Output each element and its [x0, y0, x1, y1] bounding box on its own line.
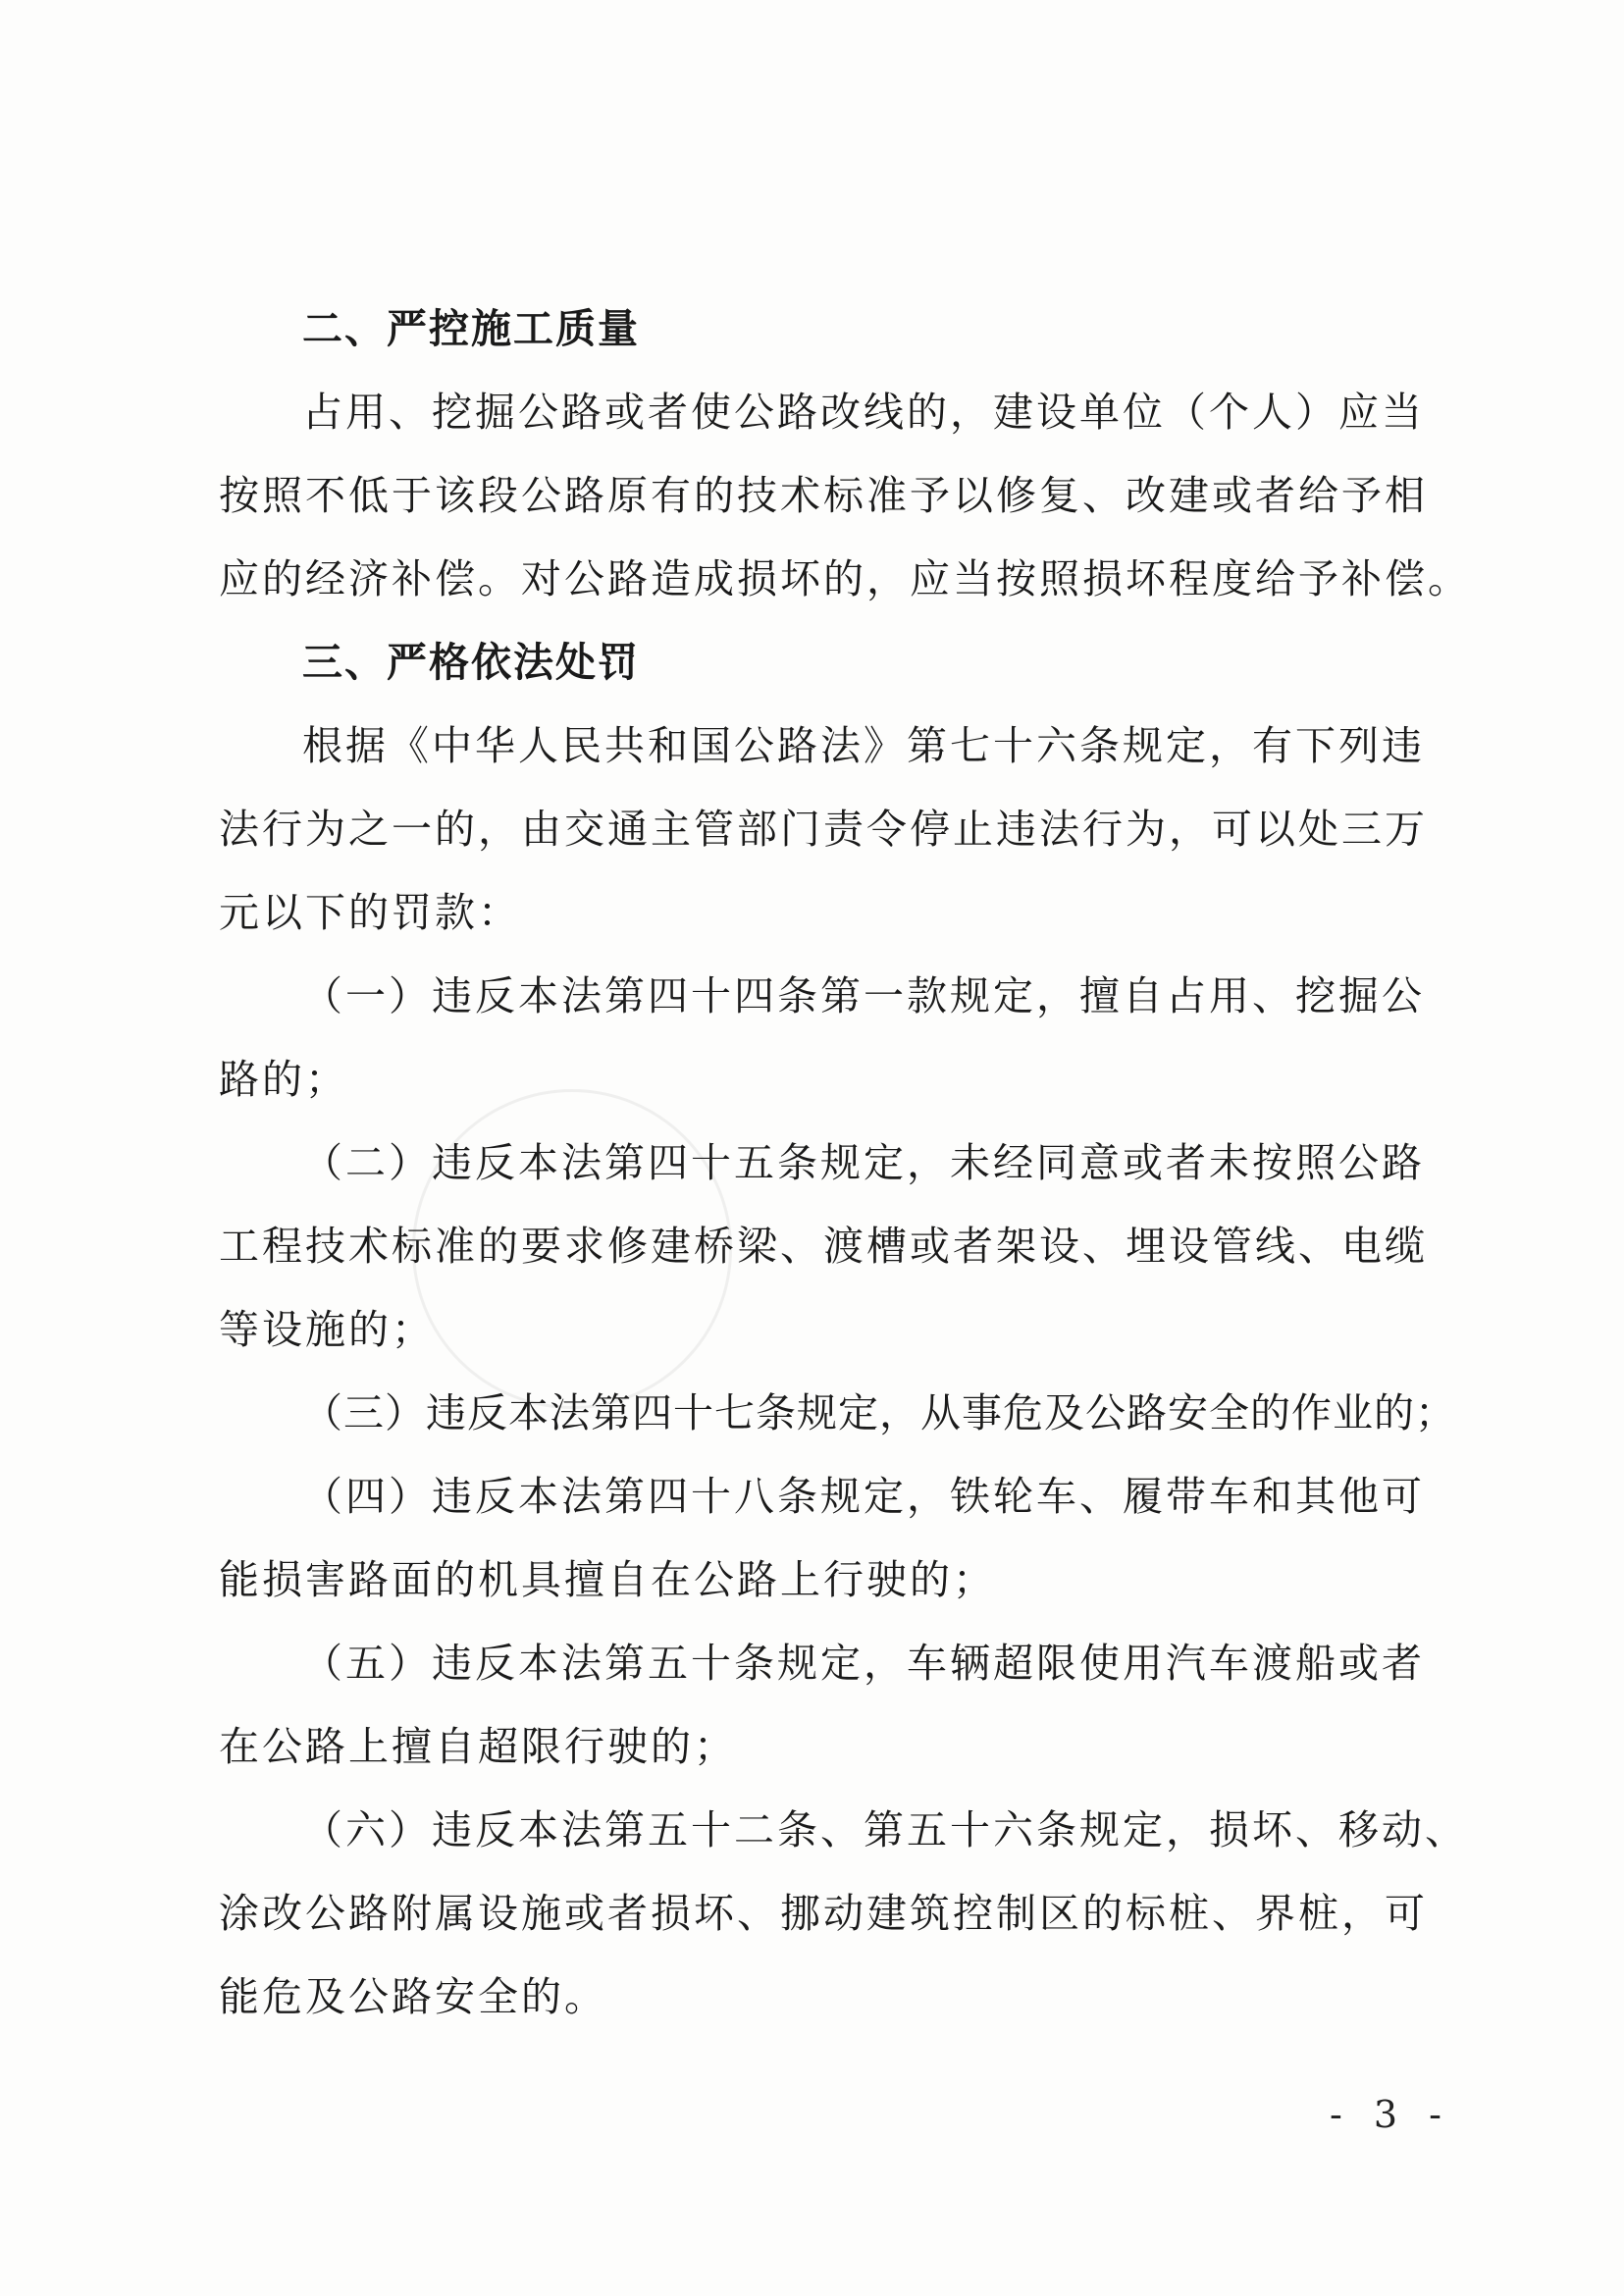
- paragraph-line: [0, 795, 1624, 863]
- list-item-6-continued: [0, 1879, 1624, 1948]
- paragraph-line: [0, 878, 1624, 947]
- list-item-3: [0, 1379, 1624, 1447]
- line-text: 法行为之一的，由交通主管部门责令停止违法行为，可以处三万: [219, 806, 1428, 853]
- line-text: 等设施的；: [219, 1306, 435, 1353]
- line-text: 路的；: [219, 1056, 348, 1103]
- line-text: （四）违反本法第四十八条规定，铁轮车、履带车和其他可: [302, 1473, 1425, 1520]
- page-number: - 3 -: [1330, 2093, 1452, 2136]
- paragraph-line: [0, 711, 1624, 780]
- heading-text: 三、严格依法处罚: [302, 639, 640, 686]
- line-text: 元以下的罚款：: [219, 889, 521, 936]
- line-text: （三）违反本法第四十七条规定，从事危及公路安全的作业的；: [302, 1389, 1456, 1436]
- list-item-6-continued: [0, 1962, 1624, 2031]
- list-item-5: [0, 1629, 1624, 1697]
- paragraph-line: [0, 378, 1624, 446]
- list-item-4-continued: [0, 1545, 1624, 1614]
- paragraph-line: [0, 545, 1624, 613]
- line-text: 占用、挖掘公路或者使公路改线的，建设单位（个人）应当: [302, 389, 1425, 436]
- paragraph-line: [0, 461, 1624, 530]
- line-text: 工程技术标准的要求修建桥梁、渡槽或者架设、埋设管线、电缆: [219, 1223, 1428, 1270]
- line-text: 按照不低于该段公路原有的技术标准予以修复、改建或者给予相: [219, 472, 1428, 519]
- line-text: 能危及公路安全的。: [219, 1973, 607, 2020]
- list-item-1-continued: [0, 1045, 1624, 1114]
- list-item-2: [0, 1128, 1624, 1197]
- list-item-1: [0, 962, 1624, 1030]
- list-item-2-continued: [0, 1295, 1624, 1364]
- heading-text: 二、严控施工质量: [302, 305, 640, 352]
- section-heading-3: [0, 628, 1624, 697]
- line-text: 涂改公路附属设施或者损坏、挪动建筑控制区的标桩、界桩，可: [219, 1890, 1428, 1937]
- list-item-2-continued: [0, 1212, 1624, 1280]
- list-item-6: [0, 1796, 1624, 1864]
- line-text: （六）违反本法第五十二条、第五十六条规定，损坏、移动、: [302, 1806, 1468, 1853]
- line-text: （一）违反本法第四十四条第一款规定，擅自占用、挖掘公: [302, 972, 1425, 1019]
- line-text: （二）违反本法第四十五条规定，未经同意或者未按照公路: [302, 1139, 1425, 1186]
- line-text: 在公路上擅自超限行驶的；: [219, 1723, 737, 1770]
- list-item-4: [0, 1462, 1624, 1531]
- line-text: （五）违反本法第五十条规定，车辆超限使用汽车渡船或者: [302, 1640, 1425, 1687]
- list-item-5-continued: [0, 1712, 1624, 1781]
- section-heading-2: [0, 294, 1624, 363]
- line-text: 应的经济补偿。对公路造成损坏的，应当按照损坏程度给予补偿。: [219, 555, 1471, 602]
- line-text: 能损害路面的机具擅自在公路上行驶的；: [219, 1556, 996, 1603]
- line-text: 根据《中华人民共和国公路法》第七十六条规定，有下列违: [302, 722, 1425, 769]
